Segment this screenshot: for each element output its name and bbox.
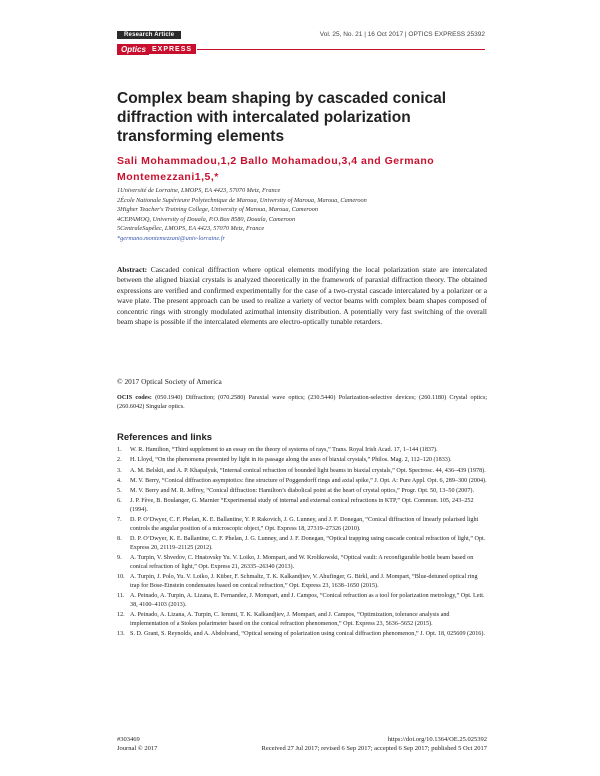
reference-text: A. Turpin, J. Polo, Yu. V. Loiko, J. Küber, F. Schmaltz, T. K. Kalkandjiev, V. Ahufinger, G. Birkl, and J. Mompart, “Blue-detuned optical ring trap for Bose-Einstein condensates based on conical refraction,” Opt. Express 23, 1638–1650 (2015).: [130, 574, 478, 590]
abstract-label: Abstract:: [117, 265, 148, 274]
doi-link[interactable]: https://doi.org/10.1364/OE.25.025392: [387, 736, 487, 743]
reference-number: 5.: [117, 488, 122, 495]
reference-item: [117, 573, 487, 590]
affiliation-2: 2École Nationale Supérieure Polytechnique de Maroua, University of Maroua, Maroua, Cameroon: [117, 196, 367, 204]
reference-number: 7.: [117, 517, 122, 524]
reference-text: W. R. Hamilton, “Third supplement to an essay on the theory of systems of rays,” Trans. Royal Irish Acad. 17, 1–144 (1837).: [130, 447, 438, 453]
ocis-label: OCIS codes:: [117, 394, 152, 401]
reference-text: J. P. Fève, B. Boulanger, G. Marnier “Experimental study of internal and external conical refractions in KTP,” Opt. Commun. 105, 243–252 (1994).: [130, 498, 474, 514]
reference-item: [117, 456, 487, 465]
ocis-text: (050.1940) Diffraction; (070.2580) Paraxial wave optics; (230.5440) Polarization-selective devices; (260.1180) Crystal optics; (260.6042) Singular optics.: [117, 394, 487, 410]
reference-item: [117, 611, 487, 628]
reference-list: [117, 446, 487, 641]
reference-item: [117, 487, 487, 496]
ocis-codes: [117, 393, 487, 411]
reference-number: 13.: [117, 631, 125, 638]
reference-text: D. P. O’Dwyer, K. E. Ballantine, C. F. Phelan, J. G. Lunney, and J. F. Donegan, “Optical trapping using cascade conical refraction of light,” Opt. Express 20, 21119–21125 (2012).: [130, 536, 486, 552]
volume-info: Vol. 25, No. 21 | 16 Oct 2017 | OPTICS EXPRESS 25392: [319, 31, 485, 38]
affiliation-4: 4CEPAMOQ, University of Douala, P.O.Box 8580, Douala, Cameroon: [117, 215, 296, 223]
reference-text: A. Peinado, A. Lizana, A. Turpin, C. Iemmi, T. K. Kalkandjiev, J. Mompart, and J. Campos, “Optimization, tolerance analysis and implementation of a Stokes polarimeter based on the conical refraction phenomenon,” Opt. Express 23, 5636–5652 (2015).: [130, 612, 450, 628]
reference-number: 10.: [117, 574, 125, 581]
reference-text: M. V. Berry and M. R. Jeffrey, “Conical diffraction: Hamilton’s diabolical point at the heart of crystal optics,” Progr. Opt. 50, 13–50 (2007).: [130, 488, 474, 495]
logo-rule: [197, 49, 485, 50]
author-list: Sali Mohammadou,1,2 Ballo Mohamadou,3,4 and Germano Montemezzani1,5,*: [117, 155, 435, 183]
journal-header: [117, 31, 485, 41]
abstract-text: Cascaded conical diffraction where optical elements modifying the local polarization state are intercalated between the aligned biaxial crystals is analyzed theoretically in the framework of paraxial diffraction theory. The obtained expressions are verified and confirmed experimentally for the case of a two-crystal cascade intercalated by a polarizer or a wave plate. The present approach can be used to realize a variety of vector beams with complex beam shapes composed of concentric rings with strongly modulated azimuthal intensity distribution. A potentially very fast switching of the overall beam shape is possible if the intercalated elements are electro-optically tunable retarders.: [117, 265, 488, 327]
reference-number: 4.: [117, 477, 122, 484]
reference-number: 11.: [117, 593, 125, 600]
reference-number: 12.: [117, 612, 125, 619]
reference-item: [117, 592, 487, 609]
reference-item: [117, 535, 487, 552]
references-heading: References and links: [117, 432, 213, 443]
corresponding-email[interactable]: *germano.montemezzani@univ-lorraine.fr: [117, 234, 225, 242]
reference-number: 9.: [117, 555, 122, 562]
reference-number: 2.: [117, 457, 122, 464]
reference-item: [117, 630, 487, 639]
reference-item: [117, 446, 487, 455]
reference-item: [117, 467, 487, 476]
reference-item: [117, 497, 487, 514]
article-type-tag: Research Article: [117, 31, 181, 39]
copyright-line: © 2017 Optical Society of America: [117, 377, 222, 386]
reference-text: D. P. O’Dwyer, C. F. Phelan, K. E. Ballantine, Y. P. Rakovich, J. G. Lunney, and J. F. Donegan, “Conical diffraction of linearly polarised light controls the angular position of a microscopic object,” Opt. Express 18, 27319–27326 (2010).: [130, 517, 479, 533]
paper-title: Complex beam shaping by cascaded conical diffraction with intercalated polarization transforming elements: [117, 90, 447, 145]
reference-text: A. M. Belskii, and A. P. Khapalyuk, “Internal conical refraction of bounded light beams in biaxial crystals,” Opt. Spectrosc. 44, 436–439 (1978).: [130, 467, 486, 474]
reference-item: [117, 554, 487, 571]
affiliation-5: 5CentraleSupélec, LMOPS, EA 4423, 57070 Metz, France: [117, 225, 265, 233]
journal-copyright: Journal © 2017: [117, 745, 158, 752]
reference-number: 3.: [117, 467, 122, 474]
affiliation-3: 3Higher Teacher's Training College, University of Maroua, Maroua, Cameroon: [117, 206, 319, 214]
reference-text: S. D. Grant, S. Reynolds, and A. Abdolvand, “Optical sensing of polarization using conical diffraction phenomenon,” J. Opt. 18, 025609 (2016).: [130, 631, 485, 638]
reference-number: 8.: [117, 536, 122, 543]
logo-optics: Optics: [117, 44, 149, 55]
reference-item: [117, 516, 487, 533]
reference-text: A. Turpin, V. Shvedov, C. Hnatovsky Yu. V. Loiko, J. Mompart, and W. Krolikowski, “Optical vault: A reconfigurable bottle beam based on conical refraction of light,” Opt. Express 21, 26335–26340 (2013).: [130, 555, 474, 571]
affiliations: [117, 186, 487, 244]
reference-text: A. Peinado, A. Turpin, A. Lizana, E. Fernandez, J. Mompart, and J. Campos, “Conical refraction as a tool for polarization metrology,” Opt. Lett. 38, 4100–4103 (2013).: [130, 593, 485, 609]
abstract: [117, 265, 487, 327]
reference-text: H. Lloyd, “On the phenomena presented by light in its passage along the axes of biaxial crystals,” Philos. Mag. 2, 112–120 (1833).: [130, 457, 452, 464]
reference-text: M. V. Berry, “Conical diffraction asymptotics: fine structure of Poggendorff rings and axial spike,” J. Opt. A: Pure Appl. Opt. 6, 289–300 (2004).: [130, 477, 487, 484]
reference-number: 1.: [117, 447, 122, 453]
logo-express: EXPRESS: [148, 44, 196, 54]
reference-number: 6.: [117, 498, 122, 505]
publication-dates: Received 27 Jul 2017; revised 6 Sep 2017; accepted 6 Sep 2017; published 5 Oct 2017: [261, 745, 487, 752]
affiliation-1: 1Université de Lorraine, LMOPS, EA 4423, 57070 Metz, France: [117, 187, 281, 194]
journal-logo: [117, 44, 485, 54]
article-id: #303469: [117, 736, 140, 743]
reference-item: [117, 477, 487, 486]
